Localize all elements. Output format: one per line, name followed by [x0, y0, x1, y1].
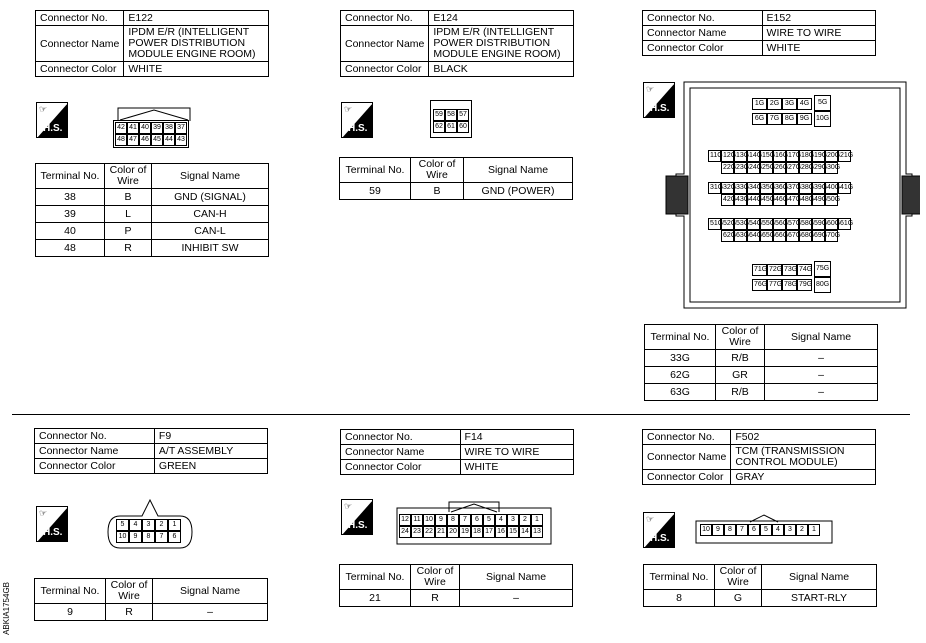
signal-cell: START-RLY — [762, 590, 877, 607]
hand-icon: ☞ — [646, 514, 655, 524]
conn-name-value: WIRE TO WIRE — [762, 26, 875, 41]
pin: 1 — [808, 524, 820, 536]
pin: 41 — [127, 122, 139, 134]
pin: 15G — [760, 150, 773, 162]
e124-terminal-table — [339, 157, 573, 200]
pin: 24G — [747, 162, 760, 174]
pin: 40G — [825, 182, 838, 194]
table-row — [35, 604, 268, 621]
conn-color-label: Connector Color — [643, 41, 763, 56]
conn-name-value: A/T ASSEMBLY — [154, 444, 267, 459]
pin: 10 — [700, 524, 712, 536]
pin: 3 — [784, 524, 796, 536]
e152-pin-group-2 — [708, 150, 854, 174]
pin: 57 — [457, 109, 469, 121]
pin: 17G — [786, 150, 799, 162]
pin: 9 — [712, 524, 724, 536]
pin: 23 — [411, 526, 423, 538]
pin: 78G — [782, 279, 797, 291]
pin: 80G — [814, 277, 831, 293]
signal-header: Signal Name — [762, 565, 877, 590]
conn-name-label: Connector Name — [341, 445, 461, 460]
section-divider — [12, 414, 910, 415]
pin: 5 — [760, 524, 772, 536]
pin: 48G — [799, 194, 812, 206]
conn-name-label: Connector Name — [36, 26, 124, 62]
pin: 49G — [812, 194, 825, 206]
f502-connector-face — [700, 524, 820, 536]
hs-icon — [341, 499, 373, 535]
conn-name-label: Connector Name — [341, 26, 429, 62]
pin: 12G — [721, 150, 734, 162]
hand-icon: ☞ — [344, 104, 353, 114]
pin: 46G — [773, 194, 786, 206]
pin: 2 — [796, 524, 808, 536]
wire-color-header: Color of Wire — [715, 565, 762, 590]
pin: 37G — [786, 182, 799, 194]
terminal-cell: 48 — [36, 240, 105, 257]
pin: 44G — [747, 194, 760, 206]
pin: 62 — [433, 121, 445, 133]
pin: 8 — [447, 514, 459, 526]
pin: 26G — [773, 162, 786, 174]
pin: 46 — [139, 134, 151, 146]
pin: 55G — [760, 218, 773, 230]
conn-color-value: WHITE — [762, 41, 875, 56]
pin: 50G — [825, 194, 838, 206]
terminal-no-header: Terminal No. — [36, 164, 105, 189]
pin: 6G — [752, 113, 767, 125]
pin: 22G — [721, 162, 734, 174]
color-cell: GR — [716, 367, 765, 384]
pin: 17 — [483, 526, 495, 538]
hs-label: H.S. — [650, 103, 670, 114]
pin: 65G — [760, 230, 773, 242]
conn-no-label: Connector No. — [643, 11, 763, 26]
pin: 34G — [747, 182, 760, 194]
conn-no-value: E122 — [124, 11, 269, 26]
pin: 15 — [507, 526, 519, 538]
pin: 32G — [721, 182, 734, 194]
color-cell: R/B — [716, 384, 765, 401]
terminal-no-header: Terminal No. — [35, 579, 106, 604]
table-row — [340, 590, 573, 607]
table-row — [645, 350, 878, 367]
pin: 10 — [423, 514, 435, 526]
pin: 21 — [435, 526, 447, 538]
pin: 4 — [129, 519, 142, 531]
e152-info-table — [642, 10, 876, 56]
pin: 44 — [163, 134, 175, 146]
table-row — [36, 206, 269, 223]
color-cell: R — [411, 590, 460, 607]
pin: 39G — [812, 182, 825, 194]
pin: 30G — [825, 162, 838, 174]
terminal-cell: 39 — [36, 206, 105, 223]
signal-cell: CAN-H — [152, 206, 269, 223]
conn-name-label: Connector Name — [643, 445, 731, 470]
pin: 33G — [734, 182, 747, 194]
conn-color-value: GRAY — [731, 470, 876, 485]
pin: 45G — [760, 194, 773, 206]
terminal-no-header: Terminal No. — [340, 565, 411, 590]
pin: 31G — [708, 182, 721, 194]
conn-name-value: WIRE TO WIRE — [460, 445, 573, 460]
pin: 54G — [747, 218, 760, 230]
f14-info-table — [340, 429, 574, 475]
pin: 14 — [519, 526, 531, 538]
e124-connector-face — [430, 100, 472, 138]
pin: 47G — [786, 194, 799, 206]
hs-icon — [341, 102, 373, 138]
pin: 24 — [399, 526, 411, 538]
pin: 68G — [799, 230, 812, 242]
pin: 60 — [457, 121, 469, 133]
pin: 77G — [767, 279, 782, 291]
signal-cell: – — [460, 590, 573, 607]
wire-color-header: Color of Wire — [105, 164, 152, 189]
pin: 36G — [773, 182, 786, 194]
side-code: ABKIA1754GB — [2, 582, 11, 635]
conn-no-label: Connector No. — [35, 429, 155, 444]
wire-color-header: Color of Wire — [411, 158, 464, 183]
pin: 66G — [773, 230, 786, 242]
e124-info-table — [340, 10, 574, 77]
pin: 3 — [507, 514, 519, 526]
table-row — [645, 367, 878, 384]
table-row — [36, 223, 269, 240]
color-cell: P — [105, 223, 152, 240]
pin: 43 — [175, 134, 187, 146]
wire-color-header: Color of Wire — [106, 579, 153, 604]
pin: 71G — [752, 264, 767, 276]
pin: 63G — [734, 230, 747, 242]
pin: 43G — [734, 194, 747, 206]
conn-name-value: IPDM E/R (INTELLIGENT POWER DISTRIBUTION MODULE ENGINE ROOM) — [429, 26, 574, 62]
f14-terminal-table — [339, 564, 573, 607]
pin: 76G — [752, 279, 767, 291]
pin: 7 — [155, 531, 168, 543]
pin: 52G — [721, 218, 734, 230]
table-row — [645, 384, 878, 401]
signal-cell: CAN-L — [152, 223, 269, 240]
pin: 29G — [812, 162, 825, 174]
pin: 73G — [782, 264, 797, 276]
e152-pin-group-1 — [752, 98, 831, 127]
terminal-cell: 40 — [36, 223, 105, 240]
pin: 9G — [797, 113, 812, 125]
pin: 13 — [531, 526, 543, 538]
table-row — [340, 183, 573, 200]
terminal-cell: 8 — [644, 590, 715, 607]
pin: 14G — [747, 150, 760, 162]
pin: 23G — [734, 162, 747, 174]
pin: 3G — [782, 98, 797, 110]
pin: 69G — [812, 230, 825, 242]
terminal-no-header: Terminal No. — [644, 565, 715, 590]
pin: 39 — [151, 122, 163, 134]
conn-color-value: BLACK — [429, 62, 574, 77]
color-cell: B — [105, 189, 152, 206]
e122-terminal-table — [35, 163, 269, 257]
pin: 13G — [734, 150, 747, 162]
signal-header: Signal Name — [765, 325, 878, 350]
color-cell: G — [715, 590, 762, 607]
pin: 18 — [471, 526, 483, 538]
pin: 41G — [838, 182, 851, 194]
conn-no-value: E152 — [762, 11, 875, 26]
hand-icon: ☞ — [646, 84, 655, 94]
pin: 9 — [129, 531, 142, 543]
signal-header: Signal Name — [153, 579, 268, 604]
hand-icon: ☞ — [39, 104, 48, 114]
signal-header: Signal Name — [152, 164, 269, 189]
terminal-cell: 38 — [36, 189, 105, 206]
wire-color-header: Color of Wire — [411, 565, 460, 590]
terminal-cell: 21 — [340, 590, 411, 607]
terminal-cell: 62G — [645, 367, 716, 384]
signal-cell: – — [765, 350, 878, 367]
pin: 60G — [825, 218, 838, 230]
pin: 75G — [814, 261, 831, 277]
pin: 11G — [708, 150, 721, 162]
conn-color-value: GREEN — [154, 459, 267, 474]
pin: 28G — [799, 162, 812, 174]
pin: 58 — [445, 109, 457, 121]
conn-color-label: Connector Color — [36, 62, 124, 77]
pin: 58G — [799, 218, 812, 230]
f9-terminal-table — [34, 578, 268, 621]
table-row — [36, 189, 269, 206]
conn-no-value: F14 — [460, 430, 573, 445]
pin: 37 — [175, 122, 187, 134]
pin: 64G — [747, 230, 760, 242]
pin: 45 — [151, 134, 163, 146]
pin: 67G — [786, 230, 799, 242]
terminal-no-header: Terminal No. — [645, 325, 716, 350]
pin: 10 — [116, 531, 129, 543]
conn-color-label: Connector Color — [643, 470, 731, 485]
pin: 57G — [786, 218, 799, 230]
pin: 51G — [708, 218, 721, 230]
pin: 8 — [724, 524, 736, 536]
hand-icon: ☞ — [344, 501, 353, 511]
hs-icon — [36, 506, 68, 542]
pin: 18G — [799, 150, 812, 162]
pin: 48 — [115, 134, 127, 146]
f9-info-table — [34, 428, 268, 474]
pin: 6 — [748, 524, 760, 536]
f9-connector-face — [116, 519, 181, 543]
pin: 19G — [812, 150, 825, 162]
pin: 6 — [168, 531, 181, 543]
e122-connector-face — [113, 120, 189, 148]
pin: 11 — [411, 514, 423, 526]
hs-icon — [36, 102, 68, 138]
e152-pin-group-3 — [708, 182, 854, 206]
pin: 79G — [797, 279, 812, 291]
pin: 7G — [767, 113, 782, 125]
pin: 16 — [495, 526, 507, 538]
e152-pin-group-5 — [752, 264, 831, 293]
pin: 61 — [445, 121, 457, 133]
pin: 72G — [767, 264, 782, 276]
pin: 5 — [116, 519, 129, 531]
signal-cell: INHIBIT SW — [152, 240, 269, 257]
conn-name-label: Connector Name — [35, 444, 155, 459]
signal-header: Signal Name — [460, 565, 573, 590]
signal-cell: GND (SIGNAL) — [152, 189, 269, 206]
conn-no-value: F9 — [154, 429, 267, 444]
pin: 53G — [734, 218, 747, 230]
pin: 19 — [459, 526, 471, 538]
signal-cell: – — [765, 384, 878, 401]
wire-color-header: Color of Wire — [716, 325, 765, 350]
signal-cell: GND (POWER) — [464, 183, 573, 200]
color-cell: R — [106, 604, 153, 621]
hand-icon: ☞ — [39, 508, 48, 518]
hs-label: H.S. — [43, 123, 63, 134]
pin: 4 — [772, 524, 784, 536]
terminal-cell: 63G — [645, 384, 716, 401]
e152-terminal-table — [644, 324, 878, 401]
pin: 8G — [782, 113, 797, 125]
pin: 1 — [168, 519, 181, 531]
pin: 42G — [721, 194, 734, 206]
table-row — [644, 590, 877, 607]
pin: 5 — [483, 514, 495, 526]
pin: 8 — [142, 531, 155, 543]
conn-color-value: WHITE — [460, 460, 573, 475]
hs-label: H.S. — [650, 533, 670, 544]
pin: 9 — [435, 514, 447, 526]
pin: 4 — [495, 514, 507, 526]
conn-no-label: Connector No. — [643, 430, 731, 445]
pin: 1G — [752, 98, 767, 110]
pin: 38G — [799, 182, 812, 194]
hs-label: H.S. — [348, 520, 368, 531]
pin: 2 — [155, 519, 168, 531]
f502-terminal-table — [643, 564, 877, 607]
conn-color-label: Connector Color — [35, 459, 155, 474]
pin: 61G — [838, 218, 851, 230]
f502-info-table — [642, 429, 876, 485]
conn-no-label: Connector No. — [36, 11, 124, 26]
color-cell: R/B — [716, 350, 765, 367]
conn-name-value: TCM (TRANSMISSION CONTROL MODULE) — [731, 445, 876, 470]
e122-info-table — [35, 10, 269, 77]
pin: 22 — [423, 526, 435, 538]
pin: 7 — [736, 524, 748, 536]
pin: 6 — [471, 514, 483, 526]
conn-color-label: Connector Color — [341, 62, 429, 77]
pin: 20G — [825, 150, 838, 162]
conn-name-value: IPDM E/R (INTELLIGENT POWER DISTRIBUTION MODULE ENGINE ROOM) — [124, 26, 269, 62]
pin: 10G — [814, 111, 831, 127]
color-cell: R — [105, 240, 152, 257]
conn-name-label: Connector Name — [643, 26, 763, 41]
terminal-no-header: Terminal No. — [340, 158, 411, 183]
pin: 2G — [767, 98, 782, 110]
hs-label: H.S. — [43, 527, 63, 538]
f14-connector-face — [399, 514, 543, 538]
pin: 59 — [433, 109, 445, 121]
e152-pin-group-4 — [708, 218, 854, 242]
pin: 70G — [825, 230, 838, 242]
pin: 20 — [447, 526, 459, 538]
pin: 40 — [139, 122, 151, 134]
pin: 59G — [812, 218, 825, 230]
pin: 27G — [786, 162, 799, 174]
signal-header: Signal Name — [464, 158, 573, 183]
hs-icon — [643, 512, 675, 548]
conn-no-value: F502 — [731, 430, 876, 445]
conn-no-label: Connector No. — [341, 430, 461, 445]
table-row — [36, 240, 269, 257]
pin: 21G — [838, 150, 851, 162]
pin: 25G — [760, 162, 773, 174]
signal-cell: – — [153, 604, 268, 621]
pin: 62G — [721, 230, 734, 242]
color-cell: L — [105, 206, 152, 223]
terminal-cell: 33G — [645, 350, 716, 367]
pin: 1 — [531, 514, 543, 526]
terminal-cell: 59 — [340, 183, 411, 200]
pin: 2 — [519, 514, 531, 526]
signal-cell: – — [765, 367, 878, 384]
color-cell: B — [411, 183, 464, 200]
terminal-cell: 9 — [35, 604, 106, 621]
pin: 47 — [127, 134, 139, 146]
hs-label: H.S. — [348, 123, 368, 134]
pin: 35G — [760, 182, 773, 194]
pin: 12 — [399, 514, 411, 526]
pin: 42 — [115, 122, 127, 134]
pin: 38 — [163, 122, 175, 134]
pin: 5G — [814, 95, 831, 111]
pin: 3 — [142, 519, 155, 531]
conn-no-label: Connector No. — [341, 11, 429, 26]
pin: 7 — [459, 514, 471, 526]
pin: 74G — [797, 264, 812, 276]
conn-no-value: E124 — [429, 11, 574, 26]
pin: 4G — [797, 98, 812, 110]
conn-color-value: WHITE — [124, 62, 269, 77]
pin: 56G — [773, 218, 786, 230]
pin: 16G — [773, 150, 786, 162]
conn-color-label: Connector Color — [341, 460, 461, 475]
